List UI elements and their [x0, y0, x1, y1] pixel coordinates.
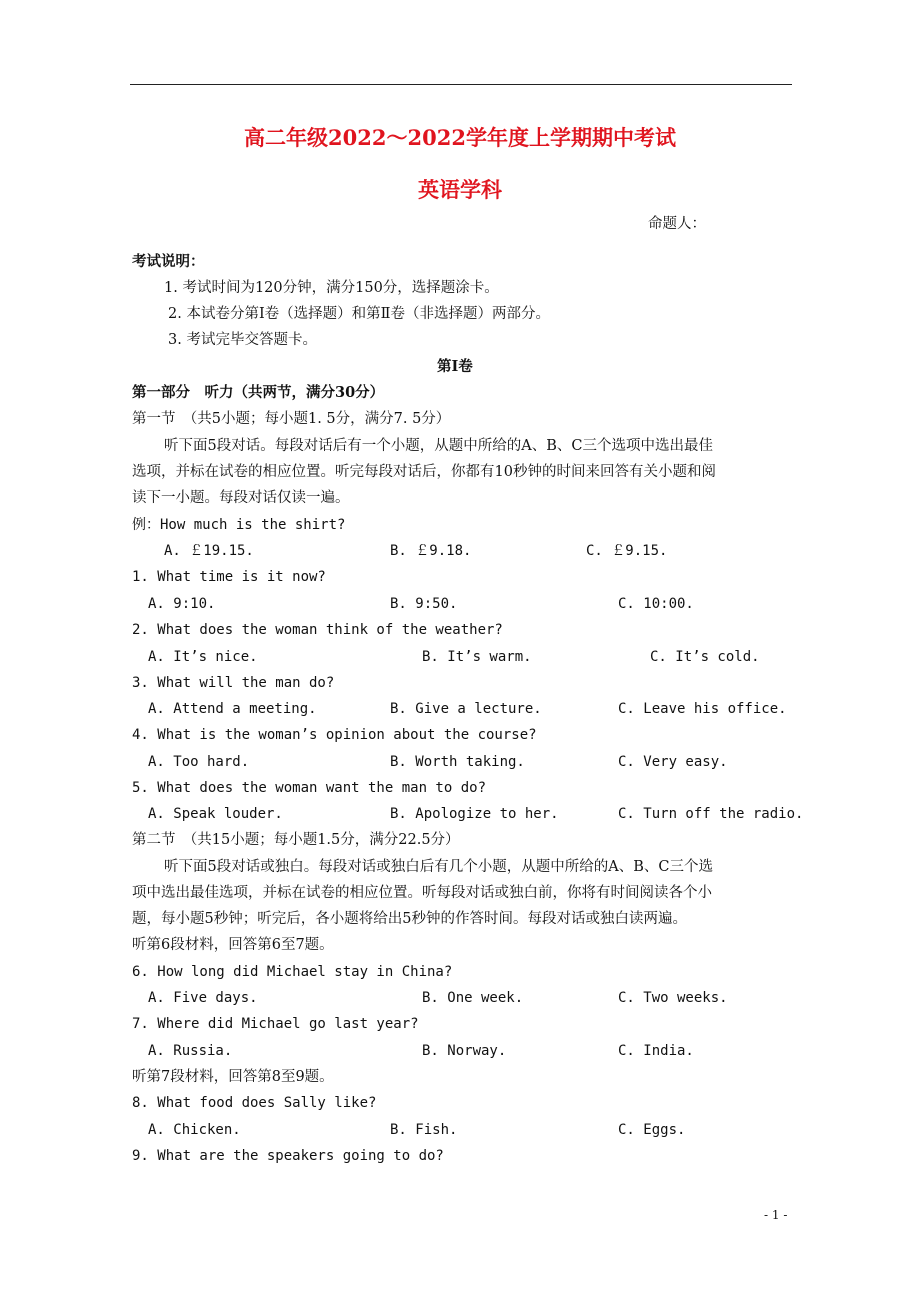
- option-a: A. Too hard.: [148, 754, 250, 770]
- question-stem: 2. What does the woman think of the weather?: [132, 622, 503, 638]
- option-c: C. India.: [618, 1043, 694, 1059]
- example-option-b: B. ￡9.18.: [390, 543, 472, 559]
- option-c: C. Two weeks.: [618, 990, 728, 1006]
- instructions-heading: 考试说明：: [132, 253, 205, 270]
- question-stem: 3. What will the man do?: [132, 675, 335, 691]
- section1-directions: 选项，并标在试卷的相应位置。听完每段对话后，你都有10秒钟的时间来回答有关小题和阅: [132, 464, 716, 480]
- part1-heading: 第一部分 听力（共两节，满分30分）: [132, 384, 385, 401]
- section1-heading: 第一节 （共5小题；每小题1. 5分，满分7. 5分）: [132, 411, 451, 427]
- example-stem: 例：How much is the shirt?: [132, 517, 346, 533]
- option-a: A. Attend a meeting.: [148, 701, 317, 717]
- author-label: 命题人：: [648, 216, 706, 232]
- volume-title: 第Ⅰ卷: [437, 358, 473, 375]
- question-stem: 5. What does the woman want the man to do?: [132, 780, 487, 796]
- option-b: B. It’s warm.: [422, 649, 532, 665]
- option-c: C. Turn off the radio.: [618, 806, 804, 822]
- option-a: A. Russia.: [148, 1043, 233, 1059]
- page-number: - 1 -: [764, 1208, 788, 1222]
- option-b: B. Norway.: [422, 1043, 507, 1059]
- section2-directions: 项中选出最佳选项，并标在试卷的相应位置。听每段对话或独白前，你将有时间阅读各个小: [132, 885, 712, 901]
- question-stem: 4. What is the woman’s opinion about the course?: [132, 727, 537, 743]
- subject-title: 英语学科: [418, 177, 502, 202]
- instruction-item: 2. 本试卷分第Ⅰ卷（选择题）和第Ⅱ卷（非选择题）两部分。: [168, 306, 551, 322]
- option-b: B. Fish.: [390, 1122, 458, 1138]
- option-a: A. Chicken.: [148, 1122, 241, 1138]
- header-rule: [130, 84, 792, 85]
- question-stem: 7. Where did Michael go last year?: [132, 1016, 419, 1032]
- option-b: B. Apologize to her.: [390, 806, 559, 822]
- exam-title: 高二年级2022～2022学年度上学期期中考试: [244, 125, 676, 150]
- question-stem: 9. What are the speakers going to do?: [132, 1148, 444, 1164]
- section2-directions: 听下面5段对话或独白。每段对话或独白后有几个小题，从题中所给的A、B、C三个选: [164, 859, 713, 875]
- option-c: C. Very easy.: [618, 754, 728, 770]
- instruction-item: 3. 考试完毕交答题卡。: [168, 332, 317, 348]
- instruction-item: 1. 考试时间为120分钟，满分150分，选择题涂卡。: [164, 280, 499, 296]
- option-c: C. 10:00.: [618, 596, 694, 612]
- question-stem: 1. What time is it now?: [132, 569, 326, 585]
- section1-directions: 读下一小题。每段对话仅读一遍。: [132, 490, 350, 506]
- option-b: B. Give a lecture.: [390, 701, 542, 717]
- example-option-a: A. ￡19.15.: [164, 543, 254, 559]
- option-a: A. It’s nice.: [148, 649, 258, 665]
- example-option-c: C. ￡9.15.: [586, 543, 668, 559]
- option-b: B. One week.: [422, 990, 524, 1006]
- question-stem: 8. What food does Sally like?: [132, 1095, 377, 1111]
- section1-directions: 听下面5段对话。每段对话后有一个小题，从题中所给的A、B、C三个选项中选出最佳: [164, 438, 713, 454]
- option-c: C. Leave his office.: [618, 701, 787, 717]
- section2-directions: 题，每小题5秒钟；听完后，各小题将给出5秒钟的作答时间。每段对话或独白读两遍。: [132, 911, 687, 927]
- option-b: B. 9:50.: [390, 596, 458, 612]
- option-a: A. Five days.: [148, 990, 258, 1006]
- material-label: 听第6段材料，回答第6至7题。: [132, 937, 334, 953]
- question-stem: 6. How long did Michael stay in China?: [132, 964, 453, 980]
- section2-heading: 第二节 （共15小题；每小题1.5分，满分22.5分）: [132, 832, 460, 848]
- option-c: C. Eggs.: [618, 1122, 686, 1138]
- material-label: 听第7段材料，回答第8至9题。: [132, 1069, 334, 1085]
- option-b: B. Worth taking.: [390, 754, 525, 770]
- option-a: A. Speak louder.: [148, 806, 283, 822]
- option-c: C. It’s cold.: [650, 649, 760, 665]
- option-a: A. 9:10.: [148, 596, 216, 612]
